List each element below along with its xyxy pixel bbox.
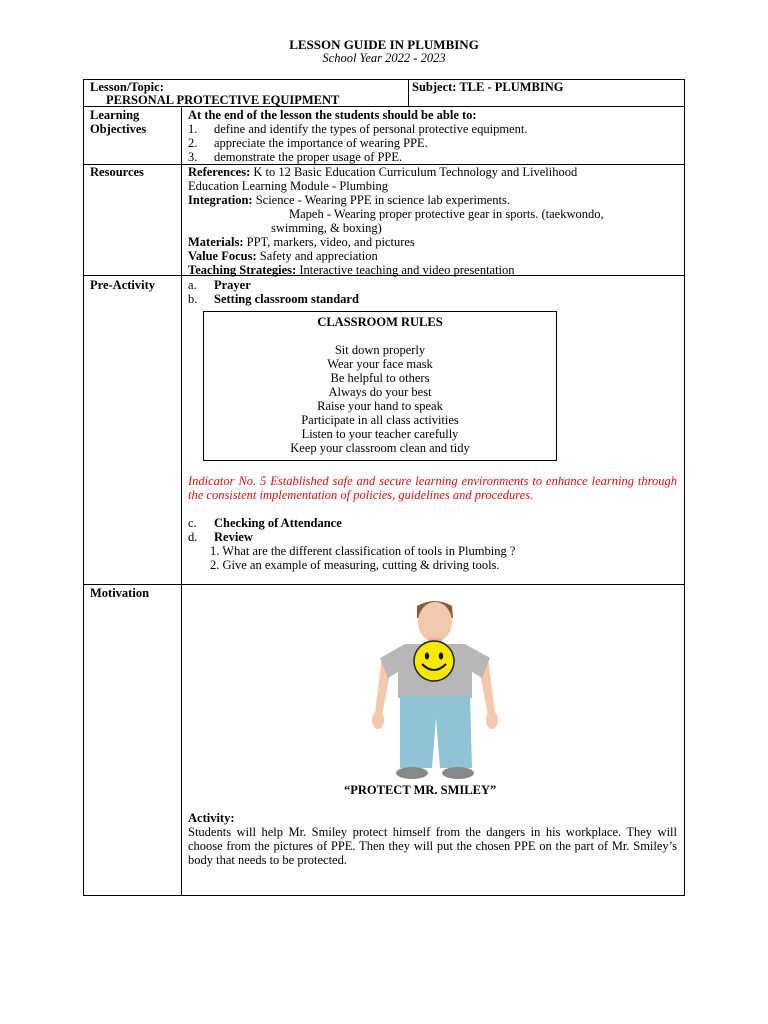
objectives-label: Learning <box>90 108 140 122</box>
subject: Subject: TLE - PLUMBING <box>412 80 564 94</box>
value-focus-label: Value Focus: <box>188 249 257 263</box>
lesson-label: Lesson/Topic: <box>90 80 164 94</box>
column-divider <box>408 80 409 106</box>
integration <box>188 193 510 207</box>
pre-activity-label: Pre-Activity <box>90 278 156 292</box>
left-shoe <box>396 767 428 779</box>
references <box>188 165 577 179</box>
review: Review <box>214 530 253 544</box>
document-title: LESSON GUIDE IN PLUMBING <box>289 37 479 52</box>
materials <box>188 235 415 249</box>
rule-item: Be helpful to others <box>330 371 430 385</box>
references-text: Education Learning Module - Plumbing <box>188 179 388 193</box>
right-hand <box>486 711 498 729</box>
integration-text: swimming, & boxing) <box>271 221 382 235</box>
pants <box>400 696 472 768</box>
integration-label: Integration: <box>188 193 253 207</box>
objective-number: 2. <box>188 136 198 150</box>
list-letter: a. <box>188 278 197 292</box>
right-shoe <box>442 767 474 779</box>
review-question: 1. What are the different classification of tools in Plumbing ? <box>210 544 516 558</box>
lesson-topic: PERSONAL PROTECTIVE EQUIPMENT <box>106 93 340 107</box>
integration-text: Mapeh - Wearing proper protective gear in sports. (taekwondo, <box>289 207 604 221</box>
rule-item: Always do your best <box>328 385 432 399</box>
attendance: Checking of Attendance <box>214 516 342 530</box>
objective-item: appreciate the importance of wearing PPE. <box>214 136 428 150</box>
teaching-strategies <box>188 263 515 277</box>
smiley-face <box>414 641 454 681</box>
prayer: Prayer <box>214 278 251 292</box>
school-year: School Year 2022 - 2023 <box>322 51 446 65</box>
head <box>418 602 452 642</box>
row-divider <box>84 584 684 585</box>
materials-text: PPT, markers, video, and pictures <box>246 235 415 249</box>
classroom-rules-title: CLASSROOM RULES <box>317 315 443 329</box>
motivation-label: Motivation <box>90 586 150 600</box>
left-hand <box>372 711 384 729</box>
rule-item: Keep your classroom clean and tidy <box>290 441 470 455</box>
classroom-standard: Setting classroom standard <box>214 292 359 306</box>
resources-label: Resources <box>90 165 144 179</box>
objective-number: 1. <box>188 122 198 136</box>
illustration-caption: “PROTECT MR. SMILEY” <box>344 783 497 797</box>
value-focus-text: Safety and appreciation <box>259 249 378 263</box>
rule-item: Wear your face mask <box>327 357 433 371</box>
list-letter: d. <box>188 530 198 544</box>
rule-item: Sit down properly <box>334 343 426 357</box>
column-divider <box>181 106 182 896</box>
objective-item: demonstrate the proper usage of PPE. <box>214 150 403 164</box>
integration-text: Science - Wearing PPE in science lab experiments. <box>255 193 510 207</box>
materials-label: Materials: <box>188 235 244 249</box>
rule-item: Participate in all class activities <box>301 413 459 427</box>
teaching-strategies-text: Interactive teaching and video presentation <box>299 263 515 277</box>
smiley-eye-right <box>439 653 443 660</box>
indicator-note: Indicator No. 5 Established safe and secure learning environments to enhance learning through the consistent implementation of policies, guidelines and procedures. <box>188 474 677 502</box>
smiley-eye-left <box>425 653 429 660</box>
value-focus <box>188 249 378 263</box>
list-letter: b. <box>188 292 198 306</box>
references-label: References: <box>188 165 251 179</box>
objective-number: 3. <box>188 150 198 164</box>
teaching-strategies-label: Teaching Strategies: <box>188 263 297 277</box>
objectives-label: Objectives <box>90 122 147 136</box>
activity-description: Students will help Mr. Smiley protect himself from the dangers in his workplace. They will choose from the pictures of PPE. Then they will put the chosen PPE on the part of Mr. Smiley’s body that needs to be protected. <box>188 825 677 867</box>
activity-label: Activity: <box>188 811 235 825</box>
rule-item: Raise your hand to speak <box>317 399 443 413</box>
objective-item: define and identify the types of personal protective equipment. <box>214 122 528 136</box>
review-question: 2. Give an example of measuring, cutting & driving tools. <box>210 558 500 572</box>
mr-smiley-illustration <box>360 598 510 783</box>
objectives-intro: At the end of the lesson the students should be able to: <box>188 108 477 122</box>
references-text: K to 12 Basic Education Curriculum Technology and Livelihood <box>253 165 578 179</box>
rule-item: Listen to your teacher carefully <box>301 427 459 441</box>
list-letter: c. <box>188 516 197 530</box>
